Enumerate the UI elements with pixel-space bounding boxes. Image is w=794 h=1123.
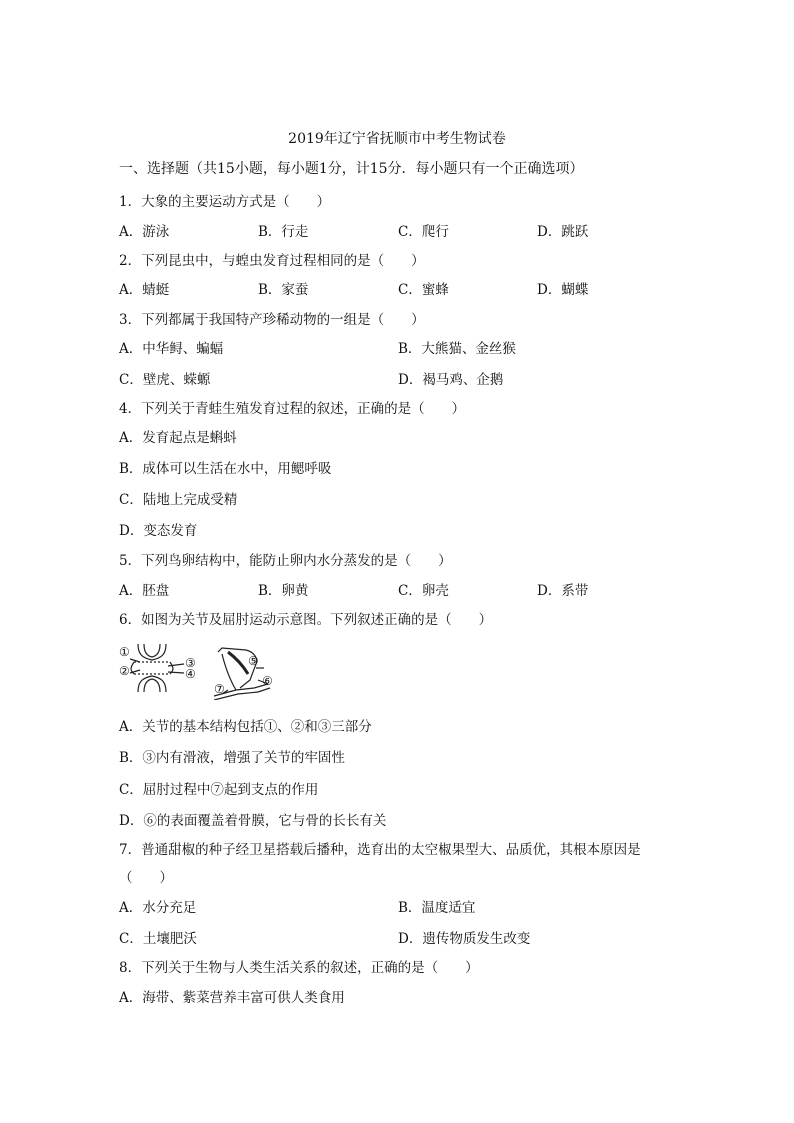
q2-option-b: B．家蚕 xyxy=(258,282,309,298)
q3-option-b: B．大熊猫、金丝猴 xyxy=(398,341,516,357)
label-3: ③ xyxy=(185,656,196,670)
label-6: ⑥ xyxy=(262,674,273,688)
q5-option-d: D．系带 xyxy=(537,583,589,599)
q1-option-c: C．爬行 xyxy=(398,224,449,240)
question-7: 7．普通甜椒的种子经卫星搭载后播种，选育出的太空椒果型大、品质优，其根本原因是 xyxy=(119,842,641,858)
label-4: ④ xyxy=(185,667,196,681)
label-7: ⑦ xyxy=(214,682,225,696)
question-2: 2．下列昆虫中，与蝗虫发育过程相同的是（ ） xyxy=(119,253,425,269)
q2-option-d: D．蝴蝶 xyxy=(537,282,589,298)
question-4: 4．下列关于青蛙生殖发育过程的叙述，正确的是（ ） xyxy=(119,401,466,417)
q7-option-c: C．土壤肥沃 xyxy=(119,931,197,947)
q6-option-d: D．⑥的表面覆盖着骨膜，它与骨的长长有关 xyxy=(119,813,387,829)
section-heading: 一、选择题（共15小题，每小题1分，计15分．每小题只有一个正确选项） xyxy=(119,161,584,177)
q7-option-d: D．遗传物质发生改变 xyxy=(398,931,531,947)
question-7-paren: （ ） xyxy=(119,870,173,886)
q6-option-a: A．关节的基本结构包括①、②和③三部分 xyxy=(119,719,372,735)
label-2: ② xyxy=(119,664,130,678)
question-3: 3．下列都属于我国特产珍稀动物的一组是（ ） xyxy=(119,312,425,328)
q3-option-a: A．中华鲟、蝙蝠 xyxy=(119,341,224,357)
q4-option-b: B．成体可以生活在水中，用鳃呼吸 xyxy=(119,461,332,477)
question-6: 6．如图为关节及屈肘运动示意图。下列叙述正确的是（ ） xyxy=(119,612,493,628)
q5-option-c: C．卵壳 xyxy=(398,583,449,599)
q7-option-a: A．水分充足 xyxy=(119,900,197,916)
q3-option-c: C．壁虎、蝾螈 xyxy=(119,372,211,388)
q2-option-a: A．蜻蜓 xyxy=(119,282,170,298)
joint-elbow-figure xyxy=(118,640,283,700)
q2-option-c: C．蜜蜂 xyxy=(398,282,449,298)
q4-option-c: C．陆地上完成受精 xyxy=(119,492,238,508)
question-1: 1．大象的主要运动方式是（ ） xyxy=(119,194,331,210)
q1-option-a: A．游泳 xyxy=(119,224,170,240)
q5-option-b: B．卵黄 xyxy=(258,583,309,599)
q1-option-d: D．跳跃 xyxy=(537,224,589,240)
question-8: 8．下列关于生物与人类生活关系的叙述，正确的是（ ） xyxy=(119,960,479,976)
q4-option-a: A．发育起点是蝌蚪 xyxy=(119,430,237,446)
q6-option-b: B．③内有滑液，增强了关节的牢固性 xyxy=(119,750,345,766)
q6-option-c: C．屈肘过程中⑦起到支点的作用 xyxy=(119,782,319,798)
q7-option-b: B．温度适宜 xyxy=(398,900,476,916)
q3-option-d: D．褐马鸡、企鹅 xyxy=(398,372,504,388)
page-title: 2019年辽宁省抚顺市中考生物试卷 xyxy=(288,131,506,147)
q1-option-b: B．行走 xyxy=(258,224,309,240)
label-1: ① xyxy=(119,645,130,659)
q5-option-a: A．胚盘 xyxy=(119,583,170,599)
q8-option-a: A．海带、紫菜营养丰富可供人类食用 xyxy=(119,990,345,1006)
q4-option-d: D．变态发育 xyxy=(119,523,198,539)
label-5: ⑤ xyxy=(248,654,259,668)
question-5: 5．下列鸟卵结构中，能防止卵内水分蒸发的是（ ） xyxy=(119,553,452,569)
